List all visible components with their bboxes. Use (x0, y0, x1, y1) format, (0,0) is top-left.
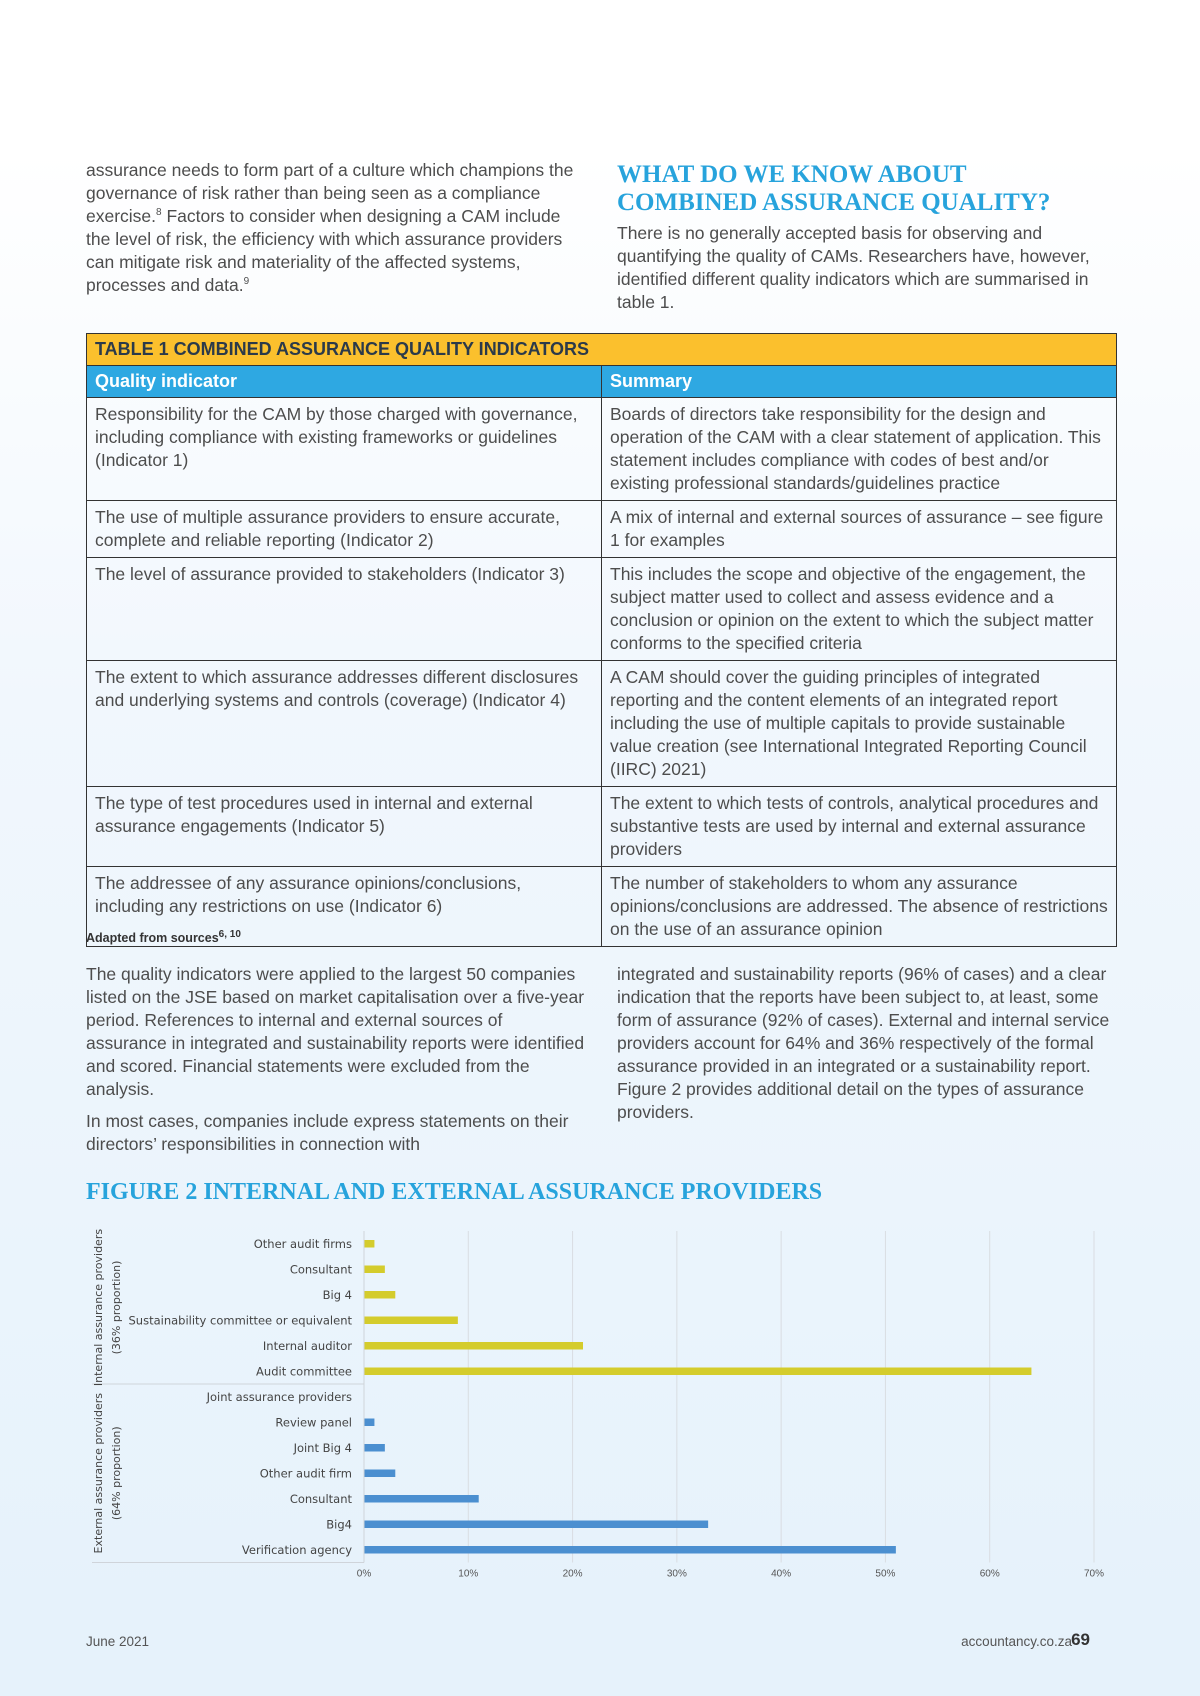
intro-left-column (86, 159, 586, 306)
assurance-providers-chart (0, 1220, 1200, 1620)
intro-right-paragraph: There is no generally accepted basis for observing and quantifying the quality of CAMs. Researchers have, however, identified different quality indicators which are summarised in table 1. (617, 223, 1090, 312)
table-cell: The type of test procedures used in internal and external assurance engagements (Indicator 5) (87, 787, 602, 867)
bar (364, 1317, 458, 1325)
table-cell: A CAM should cover the guiding principles of integrated reporting and the content elements of an integrated report including the use of multiple capitals to provide sustainable value creation (see International Integrated Reporting Council (IIRC) 2021) (602, 661, 1117, 787)
x-tick-label: 50% (875, 1568, 896, 1580)
x-tick-label: 60% (979, 1568, 1000, 1580)
category-label: Internal auditor (262, 1338, 352, 1353)
table-cell: The extent to which tests of controls, analytical procedures and substantive tests are used by internal and external assurance providers (602, 787, 1117, 867)
category-label: Review panel (275, 1415, 352, 1430)
bar (364, 1521, 708, 1529)
category-label: Other audit firm (259, 1466, 352, 1481)
intro-paragraph: assurance needs to form part of a culture which champions the governance of risk rather than being seen as a compliance exercise.$^8$ Factors to consider when designing a CAM include the level of risk, the efficiency with which assurance providers can mitigate risk and materiality of the affected systems, processes and data.$^9$ (86, 160, 574, 295)
category-label: Big4 (326, 1517, 352, 1532)
category-label: Joint Big 4 (293, 1440, 352, 1455)
table-cell: Responsibility for the CAM by those charged with governance, including compliance with existing frameworks or guidelines (Indicator 1) (87, 398, 602, 501)
table-row (87, 501, 1117, 558)
category-label: Other audit firms (253, 1236, 352, 1251)
table-cell: The level of assurance provided to stakeholders (Indicator 3) (87, 558, 602, 661)
bar (364, 1495, 479, 1503)
footnote-ref: 8 (156, 207, 162, 219)
intro-right-column (617, 222, 1097, 323)
table-row (87, 661, 1117, 787)
bar (364, 1444, 385, 1452)
table-row (87, 558, 1117, 661)
table-cell: Boards of directors take responsibility for the design and operation of the CAM with a clear statement of application. This statement includes compliance with codes of best and/or existing professional standards/guidelines practice (602, 398, 1117, 501)
table-cell: The number of stakeholders to whom any assurance opinions/conclusions are addressed. The absence of restrictions on the use of an assurance opinion (602, 867, 1117, 947)
table-cell: This includes the scope and objective of the engagement, the subject matter used to collect and assess evidence and a conclusion or opinion on the extent to which the subject matter conforms to the specified criteria (602, 558, 1117, 661)
footnote-ref: 9 (243, 276, 250, 288)
table-row (87, 867, 1117, 947)
bar (364, 1240, 374, 1248)
category-label: Consultant (289, 1262, 352, 1277)
body-right-column (617, 963, 1112, 1133)
bar (364, 1291, 395, 1299)
x-tick-label: 30% (666, 1568, 687, 1580)
footer-site: accountancy.co.za (961, 1634, 1072, 1649)
table-row (87, 787, 1117, 867)
x-tick-label: 70% (1083, 1568, 1105, 1580)
group-label: External assurance providers (92, 1393, 105, 1554)
group-label: Internal assurance providers (92, 1228, 105, 1387)
footer-date: June 2021 (86, 1634, 150, 1649)
page-number: 69 (1071, 1630, 1090, 1649)
bar (364, 1368, 1031, 1376)
table-cell: The addressee of any assurance opinions/conclusions, including any restrictions on use (Indicator 6) (87, 867, 602, 947)
bar (364, 1546, 896, 1554)
category-label: Big 4 (322, 1287, 352, 1302)
body-paragraph: integrated and sustainability reports (96% of cases) and a clear indication that the reports have been subject to, at least, some form of assurance (92% of cases). External and internal service providers account for 64% and 36% respectively of the formal assurance provided in an integrated or a sustainability report. Figure 2 provides additional detail on the types of assurance providers. (617, 964, 1110, 1122)
body-paragraph: The quality indicators were applied to the largest 50 companies listed on the JSE based on market capitalisation over a five-year period. References to internal and external sources of assurance in integrated and sustainability reports were identified and scored. Financial statements were excluded from the analysis. (86, 964, 585, 1099)
bar (364, 1470, 395, 1478)
group-sublabel: (64% proportion) (110, 1426, 123, 1521)
section-heading: WHAT DO WE KNOW ABOUT COMBINED ASSURANCE QUALITY? (617, 161, 1051, 216)
body-paragraph: In most cases, companies include express statements on their directors’ responsibilities in connection with (86, 1111, 569, 1154)
bar (364, 1266, 385, 1274)
table-title: TABLE 1 COMBINED ASSURANCE QUALITY INDICATORS (87, 334, 1117, 366)
figure-title: FIGURE 2 INTERNAL AND EXTERNAL ASSURANCE PROVIDERS (86, 1179, 823, 1205)
x-tick-label: 10% (458, 1568, 479, 1580)
bar (364, 1342, 583, 1350)
table-row (87, 398, 1117, 501)
table-cell: The extent to which assurance addresses different disclosures and underlying systems and controls (coverage) (Indicator 4) (87, 661, 602, 787)
category-label: Joint assurance providers (206, 1389, 352, 1404)
category-label: Consultant (289, 1491, 352, 1506)
body-left-column (86, 963, 586, 1165)
table-source: Adapted from sources$^{6, 10}$ (86, 928, 241, 945)
x-tick-label: 0% (356, 1568, 372, 1580)
quality-indicators-table (86, 333, 1117, 947)
category-label: Sustainability committee or equivalent (128, 1313, 352, 1328)
category-label: Audit committee (256, 1364, 352, 1379)
group-sublabel: (36% proportion) (110, 1260, 123, 1355)
category-label: Verification agency (241, 1542, 352, 1557)
table-cell: A mix of internal and external sources of assurance – see figure 1 for examples (602, 501, 1117, 558)
x-tick-label: 20% (562, 1568, 583, 1580)
bar (364, 1419, 374, 1427)
x-tick-label: 40% (771, 1568, 792, 1580)
table-cell: The use of multiple assurance providers to ensure accurate, complete and reliable reporting (Indicator 2) (87, 501, 602, 558)
table-header-quality-indicator: Quality indicator (87, 366, 602, 398)
table-header-summary: Summary (602, 366, 1117, 398)
